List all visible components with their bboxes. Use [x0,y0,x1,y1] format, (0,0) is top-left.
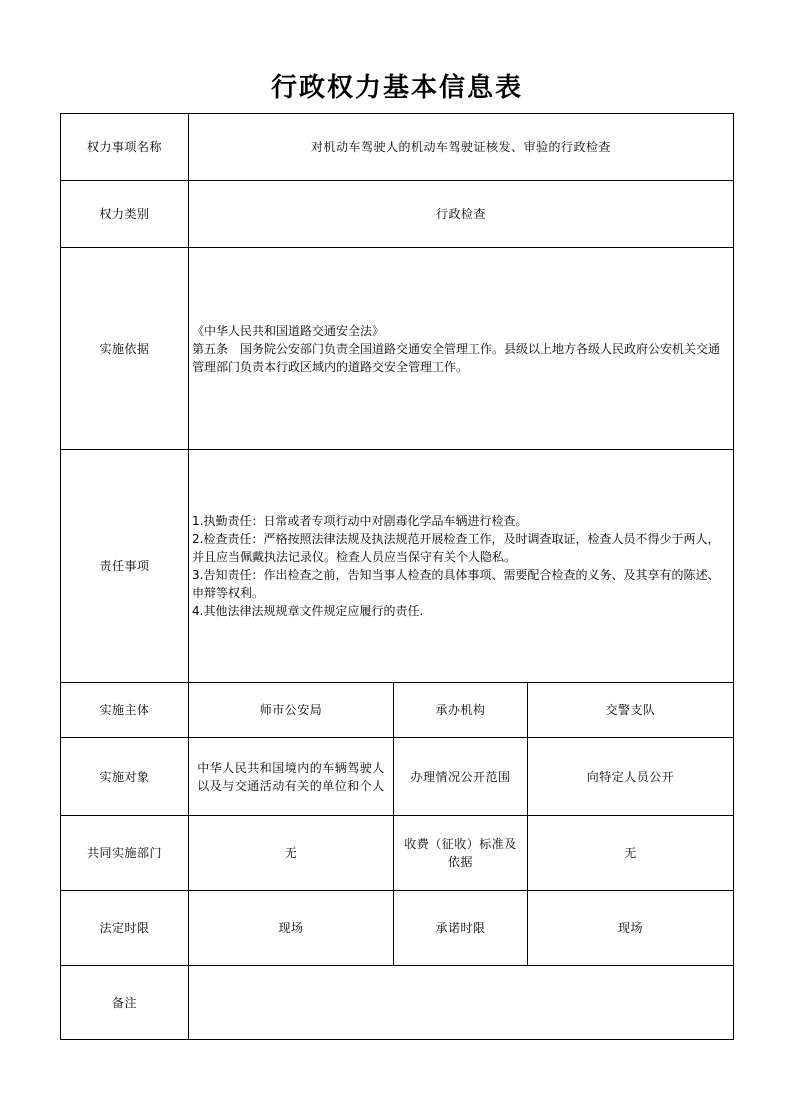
row-responsibility [61,450,734,683]
value-item-name: 对机动车驾驶人的机动车驾驶证核发、审验的行政检查 [189,114,734,181]
value-remarks [189,966,734,1040]
label-item-name: 权力事项名称 [61,114,189,181]
value-object: 中华人民共和国境内的车辆驾驶人以及与交通活动有关的单位和个人 [189,738,394,816]
label-promised-time: 承诺时限 [394,891,528,966]
row-category [61,181,734,248]
row-object [61,738,734,816]
label-responsibility: 责任事项 [61,450,189,683]
label-category: 权力类别 [61,181,189,248]
value-basis [189,248,734,450]
value-joint: 无 [189,816,394,891]
value-disclosure: 向特定人员公开 [528,738,734,816]
basis-law-title: 《中华人民共和国道路交通安全法》 [192,323,385,338]
row-basis [61,248,734,450]
label-fee: 收费（征收）标准及依据 [394,816,528,891]
basis-article: 第五条 国务院公安部门负责全国道路交通安全管理工作。县级以上地方各级人民政府公安机关交通管理部门负责本行政区域内的道路交安全管理工作。 [192,341,721,374]
label-subject: 实施主体 [61,683,189,738]
row-remarks [61,966,734,1040]
responsibility-item-2: 2.检查责任：严格按照法律法规及执法规范开展检查工作，及时调查取证，检查人员不得少于两人，并且应当佩戴执法记录仪。检查人员应当保守有关个人隐私。 [192,532,720,564]
value-category: 行政检查 [189,181,734,248]
label-basis: 实施依据 [61,248,189,450]
responsibility-item-1: 1.执勤责任：日常或者专项行动中对剧毒化学品车辆进行检查。 [192,514,528,528]
label-legal-time: 法定时限 [61,891,189,966]
value-responsibility [189,450,734,683]
label-agency: 承办机构 [394,683,528,738]
row-item-name [61,114,734,181]
label-remarks: 备注 [61,966,189,1040]
row-subject [61,683,734,738]
row-time [61,891,734,966]
value-fee: 无 [528,816,734,891]
value-agency: 交警支队 [528,683,734,738]
label-object: 实施对象 [61,738,189,816]
label-joint: 共同实施部门 [61,816,189,891]
row-joint [61,816,734,891]
label-disclosure: 办理情况公开范围 [394,738,528,816]
responsibility-item-4: 4.其他法律法规规章文件规定应履行的责任. [192,604,424,618]
value-subject: 师市公安局 [189,683,394,738]
value-promised-time: 现场 [528,891,734,966]
responsibility-item-3: 3.告知责任：作出检查之前，告知当事人检查的具体事项、需要配合检查的义务、及其享有的陈述、申辩等权利。 [192,568,720,600]
page-title: 行政权力基本信息表 [270,73,523,103]
value-legal-time: 现场 [189,891,394,966]
info-table [60,113,734,1040]
